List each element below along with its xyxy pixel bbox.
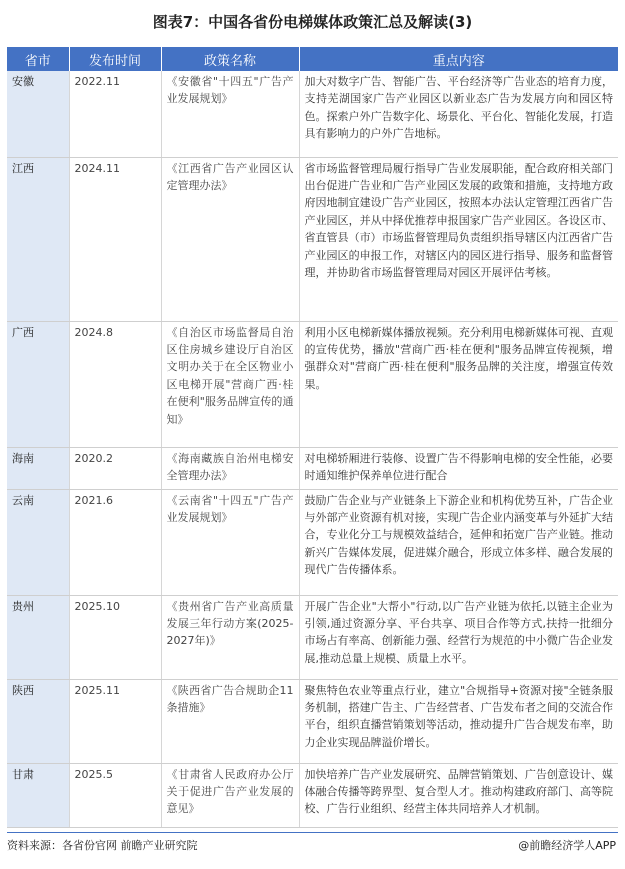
content-cell: 对电梯轿厢进行装修、设置广告不得影响电梯的安全性能，必要时通知维护保养单位进行配合 xyxy=(299,447,618,489)
policy-name-cell: 《贵州省广告产业高质量发展三年行动方案(2025-2027年)》 xyxy=(161,595,299,679)
table-row xyxy=(7,447,618,489)
date-cell: 2021.6 xyxy=(69,489,161,595)
date-cell: 2024.11 xyxy=(69,157,161,321)
policy-name-cell: 《云南省"十四五"广告产业发展规划》 xyxy=(161,489,299,595)
content-cell: 开展广告企业"大帮小"行动,以广告产业链为依托,以链主企业为引领,通过资源分享、平台共享、项目合作等方式,扶持一批细分市场占有率高、创新能力强、经营行为规范的中小微广告企业发展,推动总量上规模、质量上水平。 xyxy=(299,595,618,679)
table-row xyxy=(7,321,618,447)
province-cell: 贵州 xyxy=(7,595,69,679)
province-cell: 海南 xyxy=(7,447,69,489)
policy-name-cell: 《江西省广告产业园区认定管理办法》 xyxy=(161,157,299,321)
content-cell: 聚焦特色农业等重点行业，建立"合规指导+资源对接"全链条服务机制，搭建广告主、广告经营者、广告发布者之间的交流合作平台，组织直播营销策划等活动，推动提升广告合规发布率，助力企业实现品牌溢价增长。 xyxy=(299,679,618,763)
policy-table xyxy=(7,47,618,828)
table-row xyxy=(7,157,618,321)
table-row xyxy=(7,71,618,157)
content-cell: 加大对数字广告、智能广告、平台经济等广告业态的培育力度，支持芜湖国家广告产业园区以新业态广告为发展方向和园区特色。探索户外广告数字化、场景化、平台化、智能化发展，打造具有影响力的户外广告地标。 xyxy=(299,71,618,157)
date-cell: 2025.11 xyxy=(69,679,161,763)
date-cell: 2020.2 xyxy=(69,447,161,489)
policy-name-cell: 《陕西省广告合规助企11条措施》 xyxy=(161,679,299,763)
province-cell: 甘肃 xyxy=(7,763,69,827)
table-row xyxy=(7,679,618,763)
date-cell: 2022.11 xyxy=(69,71,161,157)
province-cell: 云南 xyxy=(7,489,69,595)
province-cell: 安徽 xyxy=(7,71,69,157)
date-cell: 2025.5 xyxy=(69,763,161,827)
province-cell: 江西 xyxy=(7,157,69,321)
policy-name-cell: 《安徽省"十四五"广告产业发展规划》 xyxy=(161,71,299,157)
source-note: 资料来源：各省份官网 前瞻产业研究院 xyxy=(7,839,198,852)
header-policy: 政策名称 xyxy=(161,47,299,71)
header-province: 省市 xyxy=(7,47,69,71)
header-content: 重点内容 xyxy=(299,47,618,71)
content-cell: 鼓励广告企业与产业链条上下游企业和机构优势互补，广告企业与外部产业资源有机对接，实现广告企业内涵变革与外延扩大结合，专业化分工与规模效益结合，延伸和拓宽广告产业链。推动新兴广告媒体发展，促进媒介融合，形成立体多样、融合发展的现代广告传播体系。 xyxy=(299,489,618,595)
policy-name-cell: 《甘肃省人民政府办公厅关于促进广告产业发展的意见》 xyxy=(161,763,299,827)
date-cell: 2024.8 xyxy=(69,321,161,447)
page-title: 图表7：中国各省份电梯媒体政策汇总及解读(3) xyxy=(152,13,473,31)
brand-credit: @前瞻经济学人APP xyxy=(518,839,616,852)
policy-name-cell: 《海南藏族自治州电梯安全管理办法》 xyxy=(161,447,299,489)
date-cell: 2025.10 xyxy=(69,595,161,679)
content-cell: 省市场监督管理局履行指导广告业发展职能，配合政府相关部门出台促进广告业和广告产业园区发展的政策和措施，支持地方政府因地制宜建设广告产业园区，按照本办法认定管理江西省广告产业园区，并从中择优推荐申报国家广告产业园区。各设区市、省直管县（市）市场监督管理局负责组织指导辖区内江西省广告产业园区的申报工作，对辖区内的园区进行指导、服务和监督管理，并协助省市场监督管理局对园区开展评估考核。 xyxy=(299,157,618,321)
footer xyxy=(7,836,618,856)
content-cell: 加快培养广告产业发展研究、品牌营销策划、广告创意设计、媒体融合传播等跨界型、复合型人才。推动构建政府部门、高等院校、广告行业组织、经营主体共同培养人才机制。 xyxy=(299,763,618,827)
province-cell: 广西 xyxy=(7,321,69,447)
footer-divider xyxy=(7,832,618,833)
content-cell: 利用小区电梯新媒体播放视频。充分利用电梯新媒体可视、直观的宣传优势，播放"营商广西·桂在便利"服务品牌宣传视频，增强群众对"营商广西·桂在便利"服务品牌的关注度，增强宣传效果。 xyxy=(299,321,618,447)
table-row xyxy=(7,763,618,827)
table-row xyxy=(7,489,618,595)
table-row xyxy=(7,595,618,679)
province-cell: 陕西 xyxy=(7,679,69,763)
policy-name-cell: 《自治区市场监督局自治区住房城乡建设厅自治区文明办关于在全区物业小区电梯开展"营商广西·桂在便利"服务品牌宣传的通知》 xyxy=(161,321,299,447)
table-header-row xyxy=(7,47,618,71)
header-date: 发布时间 xyxy=(69,47,161,71)
